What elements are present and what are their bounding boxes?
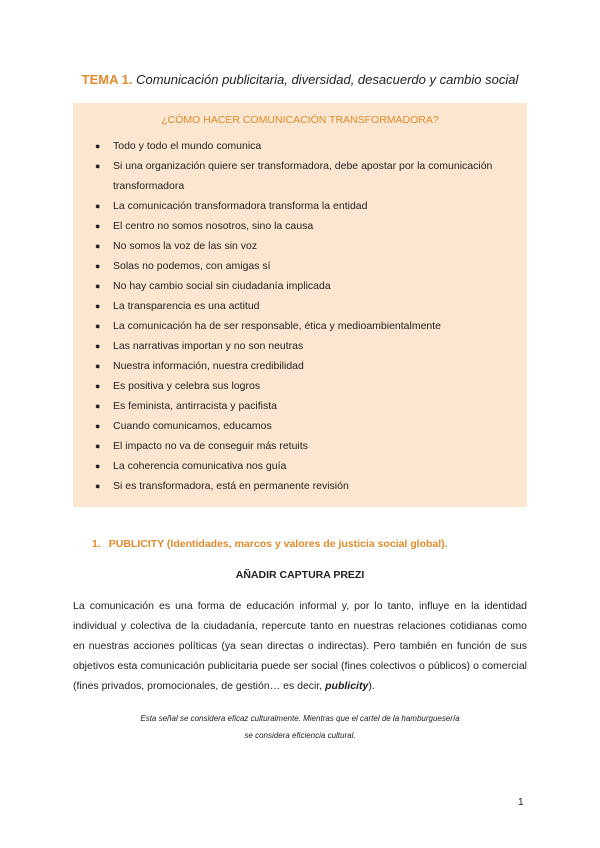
bullet-icon: ● xyxy=(95,161,101,171)
tema-label: TEMA 1. xyxy=(81,72,133,87)
list-item-text: Es positiva y celebra sus logros xyxy=(113,380,261,392)
page-number: 1 xyxy=(518,797,524,808)
bullet-icon: ● xyxy=(95,341,101,351)
list-item-text: La transparencia es una actitud xyxy=(113,300,260,312)
list-item-text: Si una organización quiere ser transformadora, debe apostar por la comunicación transformadora xyxy=(113,160,493,192)
list-item xyxy=(73,216,527,236)
bullet-icon: ● xyxy=(95,421,101,431)
list-item xyxy=(73,196,527,216)
list-item xyxy=(73,296,527,316)
document-title xyxy=(0,72,600,87)
list-item xyxy=(73,396,527,416)
list-item-text: La coherencia comunicativa nos guía xyxy=(113,460,287,472)
list-item-text: No somos la voz de las sin voz xyxy=(113,240,258,252)
list-item xyxy=(73,416,527,436)
paragraph-emphasis: publicity xyxy=(325,680,369,692)
list-item xyxy=(73,236,527,256)
bullet-icon: ● xyxy=(95,261,101,271)
list-item-text: La comunicación transformadora transforma la entidad xyxy=(113,200,368,212)
paragraph-tail: ). xyxy=(368,680,375,692)
bullet-icon: ● xyxy=(95,221,101,231)
list-item xyxy=(73,456,527,476)
list-item xyxy=(73,356,527,376)
list-item xyxy=(73,136,527,156)
list-item xyxy=(73,256,527,276)
bullet-icon: ● xyxy=(95,201,101,211)
caption-line-2: se considera eficiencia cultural. xyxy=(244,731,356,740)
section-heading xyxy=(92,538,448,550)
list-item-text: El centro no somos nosotros, sino la causa xyxy=(113,220,314,232)
capture-note: AÑADIR CAPTURA PREZI xyxy=(235,569,365,581)
bullet-icon: ● xyxy=(95,141,101,151)
bullet-icon: ● xyxy=(95,281,101,291)
body-paragraph xyxy=(73,596,527,696)
bullet-icon: ● xyxy=(95,241,101,251)
bullet-icon: ● xyxy=(95,381,101,391)
list-item xyxy=(73,276,527,296)
list-item-text: Nuestra información, nuestra credibilidad xyxy=(113,360,304,372)
list-item-text: Todo y todo el mundo comunica xyxy=(113,140,262,152)
tema-subtitle: Comunicación publicitaria, diversidad, desacuerdo y cambio social xyxy=(136,72,519,87)
list-item-text: Solas no podemos, con amigas sí xyxy=(113,260,271,272)
list-item-text: Las narrativas importan y no son neutras xyxy=(113,340,304,352)
list-item-text: La comunicación ha de ser responsable, ética y medioambientalmente xyxy=(113,320,442,332)
section-number: 1. xyxy=(92,538,101,550)
box-heading: ¿CÓMO HACER COMUNICACIÓN TRANSFORMADORA? xyxy=(161,114,439,126)
list-item xyxy=(73,156,527,196)
bullet-icon: ● xyxy=(95,401,101,411)
bullet-icon: ● xyxy=(95,301,101,311)
list-item-text: Si es transformadora, está en permanente revisión xyxy=(113,480,349,492)
list-item-text: No hay cambio social sin ciudadanía implicada xyxy=(113,280,331,292)
list-item xyxy=(73,376,527,396)
list-item-text: Es feminista, antirracista y pacifista xyxy=(113,400,277,412)
list-item-text: El impacto no va de conseguir más retuits xyxy=(113,440,308,452)
list-item xyxy=(73,336,527,356)
list-item xyxy=(73,316,527,336)
image-caption xyxy=(73,710,527,744)
bullet-list xyxy=(73,136,527,496)
bullet-icon: ● xyxy=(95,461,101,471)
caption-line-1: Esta señal se considera eficaz culturalmente. Mientras que el cartel de la hamburguesería xyxy=(140,714,460,723)
section-title: PUBLICITY (Identidades, marcos y valores de justicia social global). xyxy=(108,538,448,550)
bullet-icon: ● xyxy=(95,321,101,331)
paragraph-text: La comunicación es una forma de educación informal y, por lo tanto, influye en la identidad individual y colectiva de la ciudadanía, repercute tanto en nuestras relaciones cotidianas como en nuestras acciones políticas (ya sean directas o indirectas). Pero también en función de sus objetivos esta comunicación publicitaria puede ser social (fines colectivos o públicos) o comercial (fines privados, promocionales, de gestión… es decir, xyxy=(73,600,527,692)
bullet-icon: ● xyxy=(95,481,101,491)
highlight-box xyxy=(73,103,527,507)
list-item xyxy=(73,436,527,456)
bullet-icon: ● xyxy=(95,441,101,451)
list-item xyxy=(73,476,527,496)
bullet-icon: ● xyxy=(95,361,101,371)
list-item-text: Cuando comunicamos, educamos xyxy=(113,420,272,432)
